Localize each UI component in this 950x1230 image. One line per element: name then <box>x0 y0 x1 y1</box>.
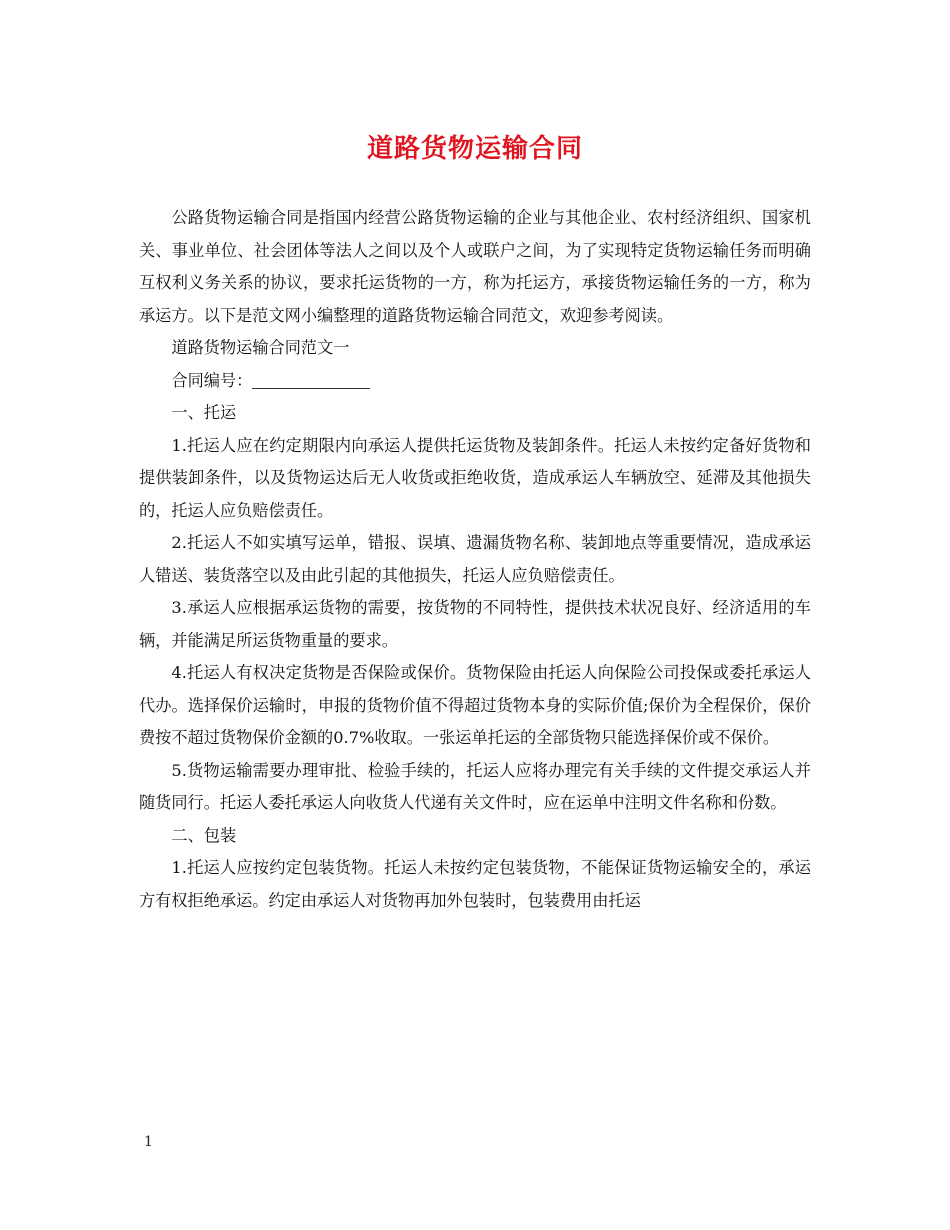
section-heading-packaging: 二、包装 <box>171 825 237 845</box>
page-number: 1 <box>144 1134 153 1150</box>
contract-number-line <box>139 365 811 398</box>
intro-paragraph: 公路货物运输合同是指国内经营公路货物运输的企业与其他企业、农村经济组织、国家机关、事业单位、社会团体等法人之间以及个人或联户之间，为了实现特定货物运输任务而明确互权利义务关系的协议，要求托运货物的一方，称为托运方，承接货物运输任务的一方，称为承运方。以下是范文网小编整理的道路货物运输合同范文，欢迎参考阅读。 <box>139 208 811 325</box>
document-body <box>139 202 811 917</box>
clause-1-2: 2.托运人不如实填写运单，错报、误填、遗漏货物名称、装卸地点等重要情况，造成承运人错送、装货落空以及由此引起的其他损失，托运人应负赔偿责任。 <box>139 533 811 585</box>
document-title: 道路货物运输合同 <box>366 134 583 164</box>
contract-number-label: 合同编号： <box>171 370 253 390</box>
clause-1-5: 5.货物运输需要办理审批、检验手续的，托运人应将办理完有关手续的文件提交承运人并随货同行。托运人委托承运人向收货人代递有关文件时，应在运单中注明文件名称和份数。 <box>139 760 811 812</box>
contract-number-blank <box>252 370 370 389</box>
clause-2-1: 1.托运人应按约定包装货物。托运人未按约定包装货物，不能保证货物运输安全的，承运方有权拒绝承运。约定由承运人对货物再加外包装时，包装费用由托运 <box>139 858 811 910</box>
section-heading-consignment: 一、托运 <box>171 403 237 422</box>
clause-1-4: 4.托运人有权决定货物是否保险或保价。货物保险由托运人向保险公司投保或委托承运人代办。选择保价运输时，申报的货物价值不得超过货物本身的实际价值;保价为全程保价，保价费按不超过货物保价金额的0.7%收取。一张运单托运的全部货物只能选择保价或不保价。 <box>139 663 811 747</box>
sample-heading: 道路货物运输合同范文一 <box>171 338 350 357</box>
clause-1-1: 1.托运人应在约定期限内向承运人提供托运货物及装卸条件。托运人未按约定备好货物和提供装卸条件，以及货物运达后无人收货或拒绝收货，造成承运人车辆放空、延滞及其他损失的，托运人应负赔偿责任。 <box>139 435 811 520</box>
clause-1-3: 3.承运人应根据承运货物的需要，按货物的不同特性，提供技术状况良好、经济适用的车辆，并能满足所运货物重量的要求。 <box>139 598 811 650</box>
